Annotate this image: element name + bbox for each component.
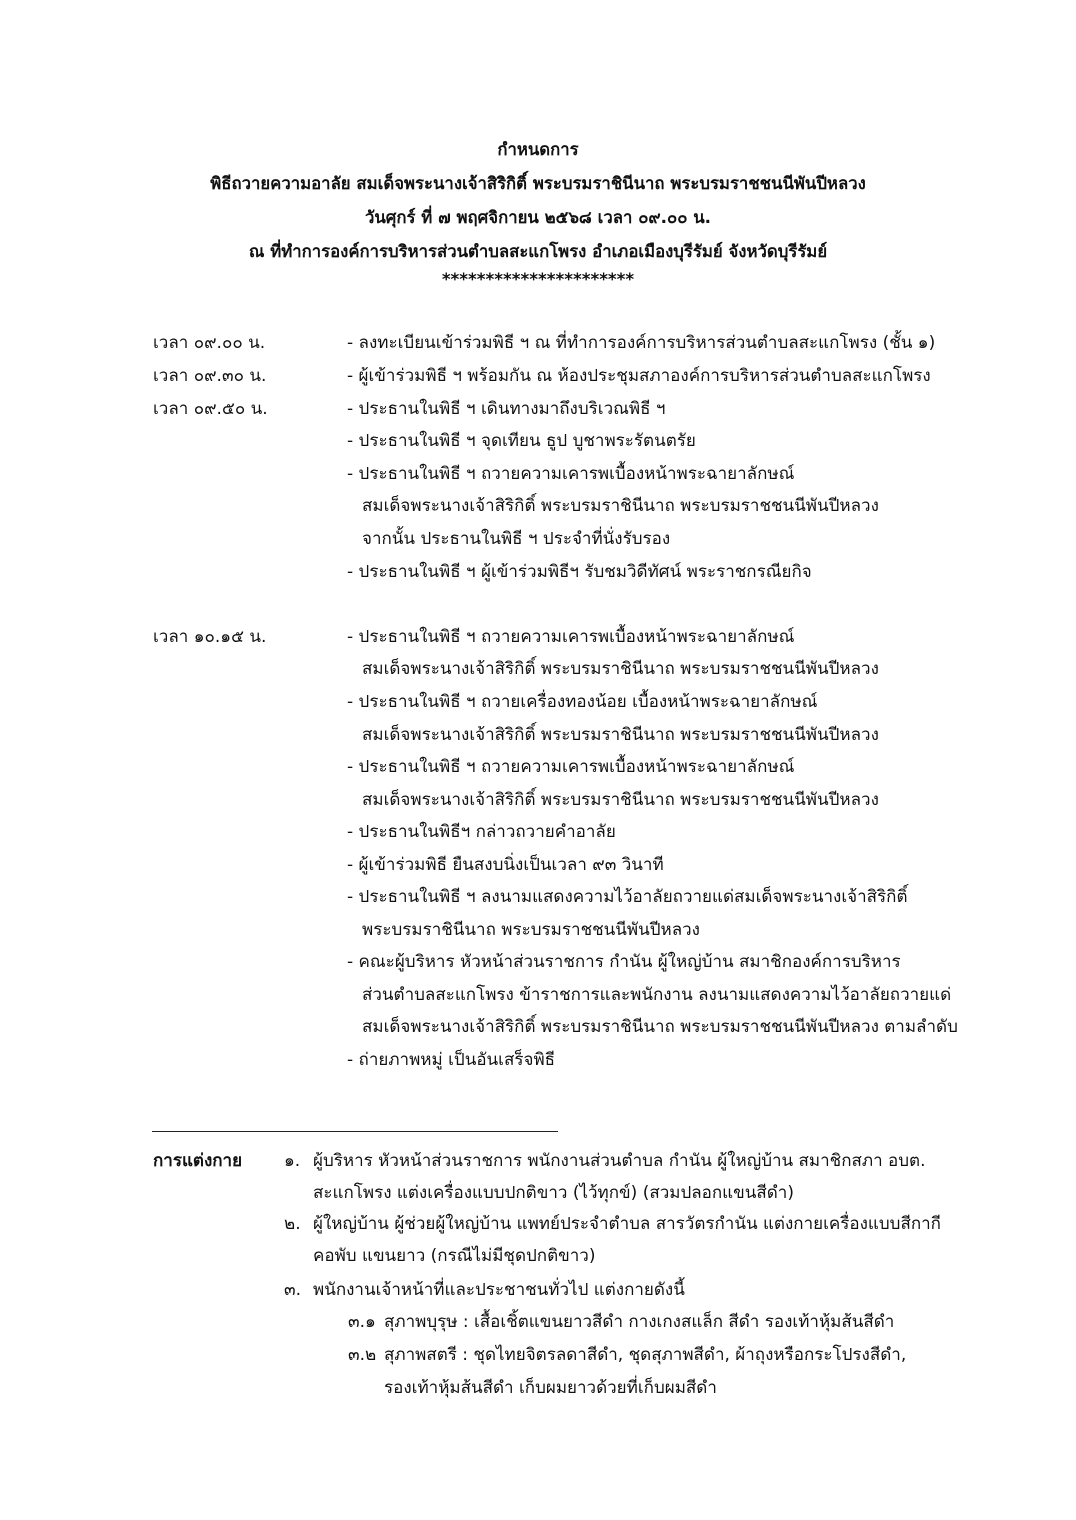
schedule-item: - ประธานในพิธี ฯ ถวายความเคารพเบื้องหน้าพระฉายาลักษณ์ <box>347 464 795 484</box>
dress-item-number: ๓. <box>284 1280 302 1300</box>
dress-item-text: สะแกโพรง แต่งเครื่องแบบปกติขาว (ไว้ทุกข์) (สวมปลอกแขนสีดำ) <box>313 1183 794 1203</box>
schedule-item: - ประธานในพิธี ฯ ผู้เข้าร่วมพิธีฯ รับชมวิดีทัศน์ พระราชกรณียกิจ <box>347 562 812 582</box>
schedule-item: - คณะผู้บริหาร หัวหน้าส่วนราชการ กำนัน ผู้ใหญ่บ้าน สมาชิกองค์การบริหาร <box>347 952 901 972</box>
schedule-item-continuation: สมเด็จพระนางเจ้าสิริกิติ์ พระบรมราชินีนาถ พระบรมราชชนนีพันปีหลวง <box>362 496 879 516</box>
document-header <box>0 132 1076 290</box>
dress-subitem-text: สุภาพสตรี : ชุดไทยจิตรลดาสีดำ, ชุดสุภาพสีดำ, ผ้าถุงหรือกระโปรงสีดำ, <box>384 1345 907 1365</box>
schedule-item: - ประธานในพิธีฯ กล่าวถวายคำอาลัย <box>347 822 616 842</box>
ceremony-venue: ณ ที่ทำการองค์การบริหารส่วนตำบลสะแกโพรง อำเภอเมืองบุรีรัมย์ จังหวัดบุรีรัมย์ <box>248 241 828 261</box>
schedule-item: - ประธานในพิธี ฯ ถวายความเคารพเบื้องหน้าพระฉายาลักษณ์ <box>347 757 795 777</box>
header-divider-stars: ********************** <box>441 269 635 289</box>
dress-item-text: คอพับ แขนยาว (กรณีไม่มีชุดปกติขาว) <box>313 1246 596 1266</box>
dress-item-number: ๒. <box>284 1214 301 1234</box>
schedule-item: - ผู้เข้าร่วมพิธี ฯ พร้อมกัน ณ ห้องประชุมสภาองค์การบริหารส่วนตำบลสะแกโพรง <box>347 366 931 386</box>
schedule-item: - ลงทะเบียนเข้าร่วมพิธี ฯ ณ ที่ทำการองค์การบริหารส่วนตำบลสะแกโพรง (ชั้น ๑) <box>347 333 936 353</box>
dress-subitem-number: ๓.๑ <box>348 1312 376 1332</box>
schedule-item: - ประธานในพิธี ฯ ลงนามแสดงความไว้อาลัยถวายแด่สมเด็จพระนางเจ้าสิริกิติ์ <box>347 887 908 907</box>
schedule-item-continuation: จากนั้น ประธานในพิธี ฯ ประจำที่นั่งรับรอง <box>362 529 671 549</box>
ceremony-date: วันศุกร์ ที่ ๗ พฤศจิกายน ๒๕๖๘ เวลา ๐๙.๐๐ น. <box>364 207 712 227</box>
section-divider <box>152 1131 558 1132</box>
ceremony-name: พิธีถวายความอาลัย สมเด็จพระนางเจ้าสิริกิติ์ พระบรมราชินีนาถ พระบรมราชชนนีพันปีหลวง <box>210 173 866 193</box>
schedule-item: - ประธานในพิธี ฯ เดินทางมาถึงบริเวณพิธี ฯ <box>347 399 666 419</box>
schedule-item-continuation: สมเด็จพระนางเจ้าสิริกิติ์ พระบรมราชินีนาถ พระบรมราชชนนีพันปีหลวง <box>362 790 879 810</box>
dress-subitem-text: สุภาพบุรุษ : เสื้อเชิ้ตแขนยาวสีดำ กางเกงสแล็ก สีดำ รองเท้าหุ้มส้นสีดำ <box>384 1312 895 1332</box>
schedule-item-continuation: สมเด็จพระนางเจ้าสิริกิติ์ พระบรมราชินีนาถ พระบรมราชชนนีพันปีหลวง <box>362 725 879 745</box>
schedule-item: - ประธานในพิธี ฯ ถวายเครื่องทองน้อย เบื้องหน้าพระฉายาลักษณ์ <box>347 692 818 712</box>
dress-item-text: พนักงานเจ้าหน้าที่และประชาชนทั่วไป แต่งกายดังนี้ <box>313 1280 685 1300</box>
schedule-item-continuation: สมเด็จพระนางเจ้าสิริกิติ์ พระบรมราชินีนาถ พระบรมราชชนนีพันปีหลวง ตามลำดับ <box>362 1017 958 1037</box>
schedule-time: เวลา ๐๙.๐๐ น. <box>153 333 266 353</box>
schedule-item: - ประธานในพิธี ฯ จุดเทียน ธูป บูชาพระรัตนตรัย <box>347 431 696 451</box>
schedule-time: เวลา ๐๙.๕๐ น. <box>153 399 268 419</box>
dress-item-text: ผู้ใหญ่บ้าน ผู้ช่วยผู้ใหญ่บ้าน แพทย์ประจำตำบล สารวัตรกำนัน แต่งกายเครื่องแบบสีกากี <box>313 1214 941 1234</box>
schedule-item-continuation: ส่วนตำบลสะแกโพรง ข้าราชการและพนักงาน ลงนามแสดงความไว้อาลัยถวายแด่ <box>362 985 952 1005</box>
schedule-item: - ถ่ายภาพหมู่ เป็นอันเสร็จพิธี <box>347 1050 556 1070</box>
dress-code-label: การแต่งกาย <box>153 1151 243 1171</box>
dress-item-number: ๑. <box>284 1151 301 1171</box>
schedule-item-continuation: พระบรมราชินีนาถ พระบรมราชชนนีพันปีหลวง <box>362 920 700 940</box>
schedule-time: เวลา ๑๐.๑๕ น. <box>153 627 267 647</box>
dress-item-text: ผู้บริหาร หัวหน้าส่วนราชการ พนักงานส่วนตำบล กำนัน ผู้ใหญ่บ้าน สมาชิกสภา อบต. <box>313 1151 926 1171</box>
dress-subitem-number: ๓.๒ <box>348 1345 377 1365</box>
schedule-item-continuation: สมเด็จพระนางเจ้าสิริกิติ์ พระบรมราชินีนาถ พระบรมราชชนนีพันปีหลวง <box>362 659 879 679</box>
document-title: กำหนดการ <box>497 139 579 159</box>
schedule-item: - ประธานในพิธี ฯ ถวายความเคารพเบื้องหน้าพระฉายาลักษณ์ <box>347 627 795 647</box>
dress-subitem-text: รองเท้าหุ้มส้นสีดำ เก็บผมยาวด้วยที่เก็บผมสีดำ <box>384 1378 717 1398</box>
schedule-time: เวลา ๐๙.๓๐ น. <box>153 366 267 386</box>
schedule-item: - ผู้เข้าร่วมพิธี ยืนสงบนิ่งเป็นเวลา ๙๓ วินาที <box>347 855 664 875</box>
